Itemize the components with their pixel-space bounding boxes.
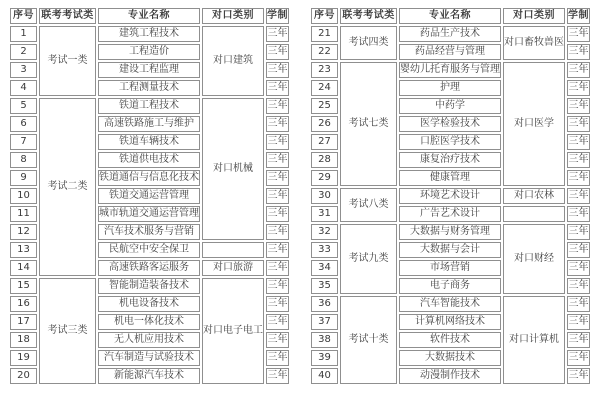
table-row: [311, 62, 590, 78]
cell-schooling-length: 三年: [266, 332, 289, 348]
cell-schooling-length: 三年: [266, 170, 289, 186]
cell-exam-class: 考试八类: [340, 188, 397, 222]
cell-schooling-length: 三年: [567, 44, 590, 60]
cell-counterpart-category: 对口农林: [503, 188, 565, 204]
cell-serial-number: 5: [10, 98, 37, 114]
table-row: [10, 26, 289, 42]
cell-schooling-length: 三年: [266, 152, 289, 168]
cell-major-name: 汽车智能技术: [399, 296, 501, 312]
column-header: 序号: [10, 8, 37, 24]
cell-major-name: 新能源汽车技术: [98, 368, 200, 384]
cell-serial-number: 30: [311, 188, 338, 204]
admission-plan-table-left: [8, 6, 291, 386]
cell-schooling-length: 三年: [567, 62, 590, 78]
cell-counterpart-category: 对口建筑: [202, 26, 264, 96]
cell-schooling-length: 三年: [567, 26, 590, 42]
cell-major-name: 护理: [399, 80, 501, 96]
cell-major-name: 机电设备技术: [98, 296, 200, 312]
column-header: 对口类别: [503, 8, 565, 24]
cell-exam-class: 考试四类: [340, 26, 397, 60]
cell-major-name: 口腔医学技术: [399, 134, 501, 150]
cell-counterpart-category: 对口财经: [503, 224, 565, 294]
cell-serial-number: 32: [311, 224, 338, 240]
cell-serial-number: 6: [10, 116, 37, 132]
cell-major-name: 城市轨道交通运营管理: [98, 206, 200, 222]
cell-major-name: 汽车技术服务与营销: [98, 224, 200, 240]
column-header: 专业名称: [399, 8, 501, 24]
cell-major-name: 市场营销: [399, 260, 501, 276]
table-row: [10, 98, 289, 114]
cell-schooling-length: 三年: [567, 152, 590, 168]
cell-major-name: 健康管理: [399, 170, 501, 186]
cell-serial-number: 29: [311, 170, 338, 186]
cell-counterpart-category: 对口电子电工: [202, 278, 264, 384]
cell-major-name: 中药学: [399, 98, 501, 114]
cell-schooling-length: 三年: [266, 296, 289, 312]
cell-serial-number: 34: [311, 260, 338, 276]
cell-schooling-length: 三年: [266, 206, 289, 222]
cell-schooling-length: 三年: [567, 116, 590, 132]
cell-major-name: 建筑工程技术: [98, 26, 200, 42]
cell-serial-number: 26: [311, 116, 338, 132]
cell-serial-number: 1: [10, 26, 37, 42]
cell-counterpart-category: 对口医学: [503, 62, 565, 186]
cell-schooling-length: 三年: [266, 368, 289, 384]
cell-counterpart-category: [202, 242, 264, 258]
cell-serial-number: 38: [311, 332, 338, 348]
cell-serial-number: 36: [311, 296, 338, 312]
cell-schooling-length: 三年: [266, 260, 289, 276]
cell-schooling-length: 三年: [567, 80, 590, 96]
cell-major-name: 铁道通信与信息化技术: [98, 170, 200, 186]
cell-major-name: 康复治疗技术: [399, 152, 501, 168]
cell-counterpart-category: 对口机械: [202, 98, 264, 240]
cell-exam-class: 考试七类: [340, 62, 397, 186]
cell-major-name: 铁道交通运营管理: [98, 188, 200, 204]
table-row: [10, 278, 289, 294]
cell-serial-number: 33: [311, 242, 338, 258]
cell-schooling-length: 三年: [567, 314, 590, 330]
cell-serial-number: 20: [10, 368, 37, 384]
cell-serial-number: 9: [10, 170, 37, 186]
cell-schooling-length: 三年: [266, 62, 289, 78]
cell-major-name: 建设工程监理: [98, 62, 200, 78]
cell-major-name: 动漫制作技术: [399, 368, 501, 384]
cell-schooling-length: 三年: [266, 134, 289, 150]
cell-major-name: 汽车制造与试验技术: [98, 350, 200, 366]
cell-major-name: 大数据与会计: [399, 242, 501, 258]
cell-counterpart-category: 对口计算机: [503, 296, 565, 384]
cell-serial-number: 13: [10, 242, 37, 258]
cell-schooling-length: 三年: [567, 134, 590, 150]
cell-serial-number: 25: [311, 98, 338, 114]
cell-major-name: 医学检验技术: [399, 116, 501, 132]
cell-major-name: 计算机网络技术: [399, 314, 501, 330]
column-header: 联考考试类: [340, 8, 397, 24]
cell-serial-number: 37: [311, 314, 338, 330]
admission-plan-table-right: [309, 6, 592, 386]
cell-serial-number: 23: [311, 62, 338, 78]
cell-schooling-length: 三年: [266, 350, 289, 366]
cell-major-name: 民航空中安全保卫: [98, 242, 200, 258]
cell-major-name: 大数据与财务管理: [399, 224, 501, 240]
cell-major-name: 大数据技术: [399, 350, 501, 366]
cell-serial-number: 7: [10, 134, 37, 150]
cell-exam-class: 考试十类: [340, 296, 397, 384]
cell-exam-class: 考试三类: [39, 278, 96, 384]
cell-serial-number: 27: [311, 134, 338, 150]
cell-serial-number: 12: [10, 224, 37, 240]
column-header: 联考考试类: [39, 8, 96, 24]
cell-major-name: 工程造价: [98, 44, 200, 60]
cell-serial-number: 14: [10, 260, 37, 276]
cell-schooling-length: 三年: [567, 98, 590, 114]
cell-major-name: 电子商务: [399, 278, 501, 294]
table-row: [311, 296, 590, 312]
table-row: [311, 224, 590, 240]
cell-serial-number: 18: [10, 332, 37, 348]
cell-exam-class: 考试九类: [340, 224, 397, 294]
cell-serial-number: 15: [10, 278, 37, 294]
header-row: [10, 8, 289, 24]
cell-schooling-length: 三年: [266, 98, 289, 114]
cell-schooling-length: 三年: [266, 242, 289, 258]
cell-schooling-length: 三年: [567, 260, 590, 276]
cell-major-name: 高速铁路客运服务: [98, 260, 200, 276]
cell-serial-number: 4: [10, 80, 37, 96]
cell-counterpart-category: [503, 206, 565, 222]
cell-serial-number: 40: [311, 368, 338, 384]
cell-exam-class: 考试一类: [39, 26, 96, 96]
cell-serial-number: 3: [10, 62, 37, 78]
cell-major-name: 智能制造装备技术: [98, 278, 200, 294]
cell-schooling-length: 三年: [567, 350, 590, 366]
cell-schooling-length: 三年: [266, 116, 289, 132]
cell-serial-number: 24: [311, 80, 338, 96]
cell-serial-number: 16: [10, 296, 37, 312]
cell-schooling-length: 三年: [266, 278, 289, 294]
cell-major-name: 广告艺术设计: [399, 206, 501, 222]
cell-serial-number: 11: [10, 206, 37, 222]
cell-schooling-length: 三年: [567, 224, 590, 240]
cell-serial-number: 17: [10, 314, 37, 330]
cell-serial-number: 35: [311, 278, 338, 294]
cell-schooling-length: 三年: [567, 170, 590, 186]
cell-schooling-length: 三年: [567, 278, 590, 294]
cell-exam-class: 考试二类: [39, 98, 96, 276]
cell-serial-number: 31: [311, 206, 338, 222]
cell-major-name: 高速铁路施工与维护: [98, 116, 200, 132]
cell-schooling-length: 三年: [266, 314, 289, 330]
cell-major-name: 铁道供电技术: [98, 152, 200, 168]
cell-serial-number: 8: [10, 152, 37, 168]
cell-major-name: 无人机应用技术: [98, 332, 200, 348]
table-row: [311, 26, 590, 42]
column-header: 学制: [567, 8, 590, 24]
cell-major-name: 药品经营与管理: [399, 44, 501, 60]
cell-schooling-length: 三年: [567, 296, 590, 312]
cell-schooling-length: 三年: [266, 44, 289, 60]
column-header: 专业名称: [98, 8, 200, 24]
cell-serial-number: 39: [311, 350, 338, 366]
cell-major-name: 工程测量技术: [98, 80, 200, 96]
cell-major-name: 机电一体化技术: [98, 314, 200, 330]
cell-major-name: 铁道车辆技术: [98, 134, 200, 150]
cell-major-name: 铁道工程技术: [98, 98, 200, 114]
header-row: [311, 8, 590, 24]
cell-major-name: 软件技术: [399, 332, 501, 348]
cell-major-name: 环境艺术设计: [399, 188, 501, 204]
cell-serial-number: 28: [311, 152, 338, 168]
cell-schooling-length: 三年: [567, 332, 590, 348]
cell-schooling-length: 三年: [567, 242, 590, 258]
column-header: 序号: [311, 8, 338, 24]
column-header: 学制: [266, 8, 289, 24]
cell-serial-number: 10: [10, 188, 37, 204]
cell-serial-number: 2: [10, 44, 37, 60]
cell-schooling-length: 三年: [266, 26, 289, 42]
column-header: 对口类别: [202, 8, 264, 24]
cell-schooling-length: 三年: [567, 368, 590, 384]
cell-schooling-length: 三年: [266, 80, 289, 96]
cell-schooling-length: 三年: [266, 224, 289, 240]
cell-schooling-length: 三年: [567, 188, 590, 204]
table-row: [311, 188, 590, 204]
cell-counterpart-category: 对口旅游: [202, 260, 264, 276]
cell-major-name: 婴幼儿托育服务与管理: [399, 62, 501, 78]
cell-serial-number: 22: [311, 44, 338, 60]
cell-serial-number: 21: [311, 26, 338, 42]
cell-major-name: 药品生产技术: [399, 26, 501, 42]
cell-serial-number: 19: [10, 350, 37, 366]
cell-schooling-length: 三年: [567, 206, 590, 222]
cell-counterpart-category: 对口畜牧兽医: [503, 26, 565, 60]
cell-schooling-length: 三年: [266, 188, 289, 204]
